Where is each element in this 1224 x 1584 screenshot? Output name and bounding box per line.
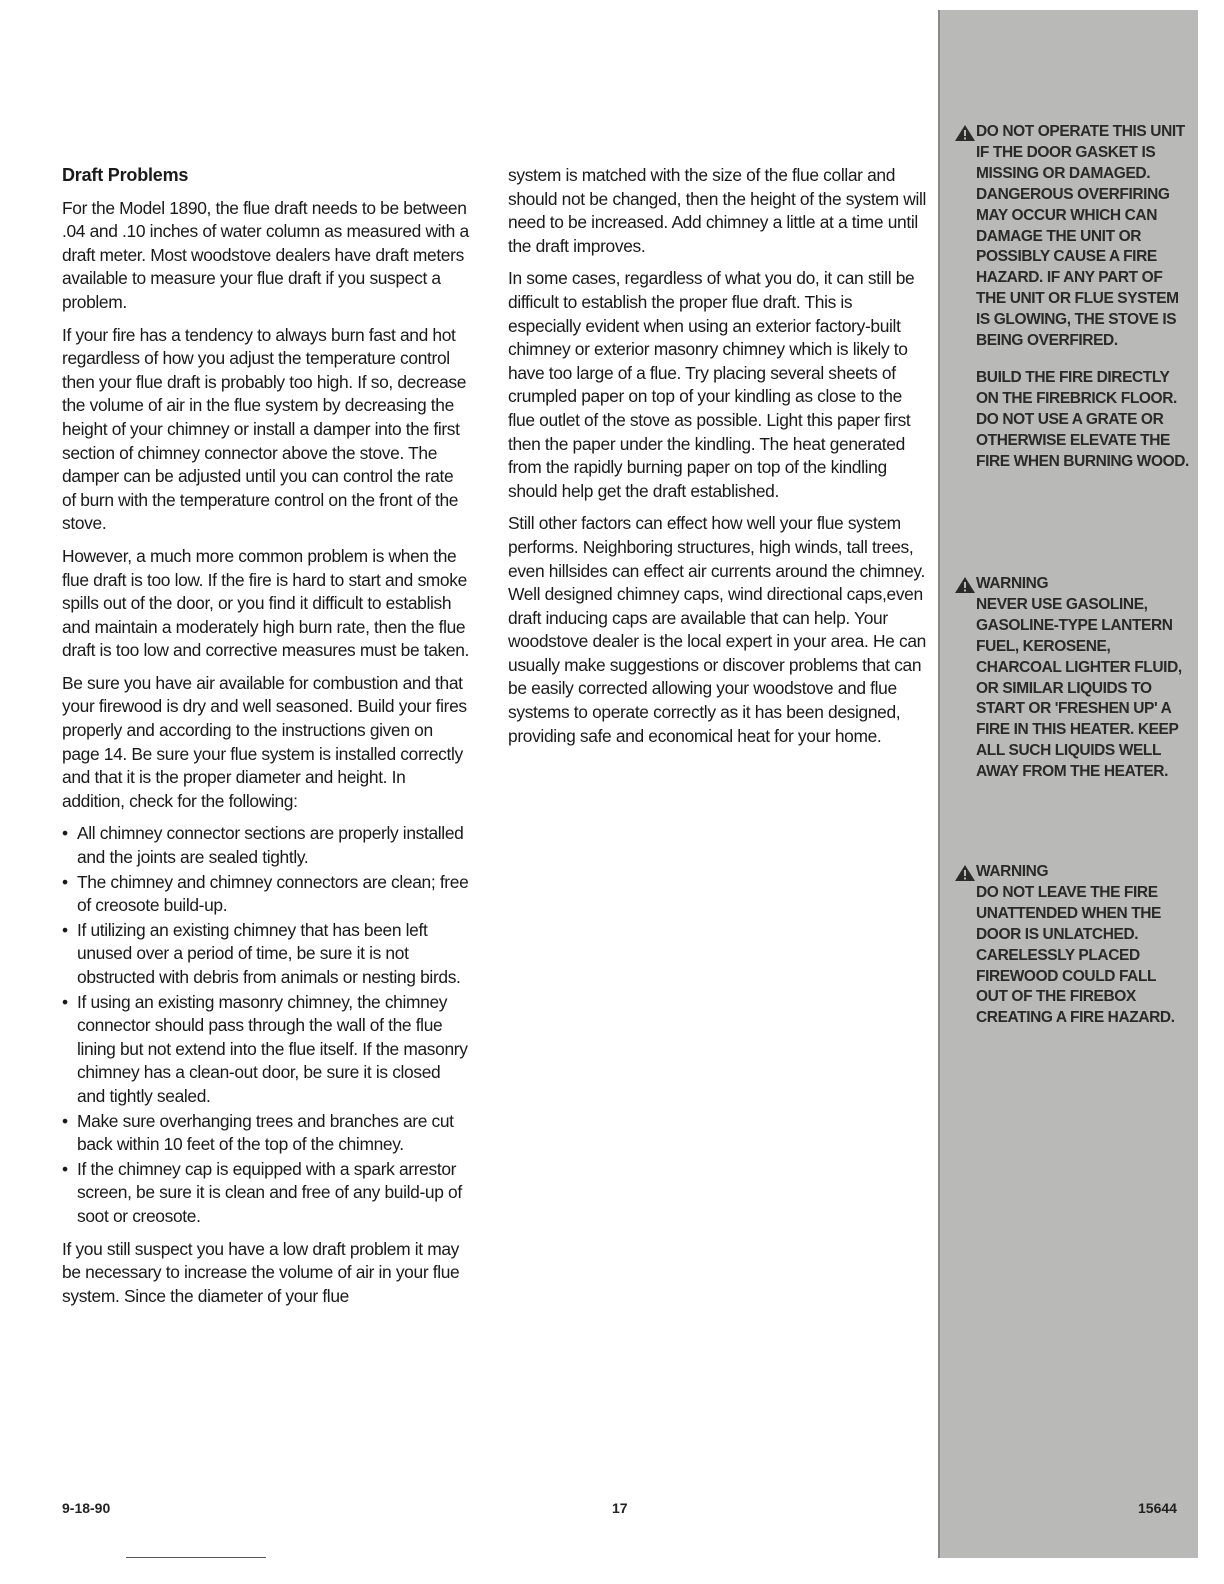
warning-block-gasket	[954, 122, 1190, 473]
middle-column	[508, 164, 926, 757]
warning-text: DO NOT OPERATE THIS UNIT IF THE DOOR GASKET IS MISSING OR DAMAGED. DANGEROUS OVERFIRING MAY OCCUR WHICH CAN DAMAGE THE UNIT OR POSSIBLY CAUSE A FIRE HAZARD. IF ANY PART OF THE UNIT OR FLUE SYSTEM IS GLOWING, THE STOVE IS BEING OVERFIRED.	[976, 123, 1185, 350]
footer-date: 9-18-90	[62, 1500, 111, 1516]
warning-sidebar	[938, 10, 1198, 1558]
warning-block-fuel	[954, 574, 1190, 783]
list-item: • The chimney and chimney connectors are clean; free of creosote build-up.	[62, 871, 470, 918]
paragraph: In some cases, regardless of what you do, it can still be difficult to establish the proper flue draft. This is especially evident when using an exterior factory-built chimney or exterior masonry chimney which is likely to have too large of a flue. Try placing several sheets of crumpled paper on top of your kindling as close to the flue outlet of the stove as possible. Light this paper first then the paper under the kindling. The heat generated from the rapidly burning paper on top of the kindling should help get the draft established.	[508, 268, 915, 501]
warning-triangle-icon	[954, 124, 976, 142]
checklist	[62, 822, 470, 1228]
warning-title: WARNING	[976, 863, 1049, 880]
list-item: • If the chimney cap is equipped with a spark arrestor screen, be sure it is clean and free of any build-up of soot or creosote.	[62, 1158, 470, 1229]
paragraph: However, a much more common problem is when the flue draft is too low. If the fire is hard to start and smoke spills out of the door, or you find it difficult to establish and maintain a moderately high burn rate, then the flue draft is too low and corrective measures must be taken.	[62, 545, 470, 661]
warning-triangle-icon	[954, 576, 976, 594]
paragraph: Still other factors can effect how well your flue system performs. Neighboring structures, high winds, tall trees, even hillsides can effect air currents around the chimney. Well designed chimney caps, wind directional caps,even draft inducing caps are available that can help. Your woodstove dealer is the local expert in your area. He can usually make suggestions or discover problems that can be easily corrected allowing your woodstove and flue systems to operate correctly as it has been designed, providing safe and economical heat for your home.	[508, 513, 926, 746]
document-code: 15644	[1138, 1500, 1177, 1516]
warning-text: DO NOT LEAVE THE FIRE UNATTENDED WHEN THE DOOR IS UNLATCHED. CARELESSLY PLACED FIREWOOD COULD FALL OUT OF THE FIREBOX CREATING A FIRE HAZARD.	[976, 883, 1175, 1027]
paragraph: system is matched with the size of the flue collar and should not be changed, then the height of the system will need to be increased. Add chimney a little at a time until the draft improves.	[508, 165, 927, 256]
warning-triangle-icon	[954, 864, 976, 882]
paragraph: For the Model 1890, the flue draft needs to be between .04 and .10 inches of water column as measured with a draft meter. Most woodstove dealers have draft meters available to measure your flue draft if you suspect a problem.	[62, 197, 469, 312]
warning-block-unattended	[954, 862, 1190, 1029]
list-item: • Make sure overhanging trees and branches are cut back within 10 feet of the top of the chimney.	[62, 1110, 470, 1157]
list-item: • If utilizing an existing chimney that has been left unused over a period of time, be sure it is not obstructed with debris from animals or nesting birds.	[62, 919, 470, 990]
section-heading: Draft Problems	[62, 165, 189, 185]
bottom-rule-divider	[126, 1557, 266, 1558]
list-item: • All chimney connector sections are properly installed and the joints are sealed tightly.	[62, 822, 470, 869]
paragraph: If you still suspect you have a low draft problem it may be necessary to increase the volume of air in your flue system. Since the diameter of your flue	[62, 1238, 460, 1306]
paragraph: Be sure you have air available for combustion and that your firewood is dry and well seasoned. Build your fires properly and according to the instructions given on page 14. Be sure your flue system is installed correctly and that it is the proper diameter and height. In addition, check for the following:	[62, 672, 467, 811]
warning-text: NEVER USE GASOLINE, GASOLINE-TYPE LANTERN FUEL, KEROSENE, CHARCOAL LIGHTER FLUID, OR SIMILAR LIQUIDS TO START OR 'FRESHEN UP' A FIRE IN THIS HEATER. KEEP ALL SUCH LIQUIDS WELL AWAY FROM THE HEATER.	[976, 595, 1182, 781]
warning-title: WARNING	[976, 575, 1049, 592]
page-number: 17	[612, 1500, 628, 1516]
left-column	[62, 164, 470, 1317]
paragraph: If your fire has a tendency to always burn fast and hot regardless of how you adjust the temperature control then your flue draft is probably too high. If so, decrease the volume of air in the flue system by decreasing the height of your chimney or install a damper into the first section of chimney connector above the stove. The damper can be adjusted until you can control the rate of burn with the temperature control on the front of the stove.	[62, 324, 467, 534]
list-item: • If using an existing masonry chimney, the chimney connector should pass through the wall of the flue lining but not extend into the flue itself. If the masonry chimney has a clean-out door, be sure it is closed and tightly sealed.	[62, 991, 470, 1109]
warning-text: BUILD THE FIRE DIRECTLY ON THE FIREBRICK FLOOR. DO NOT USE A GRATE OR OTHERWISE ELEVATE THE FIRE WHEN BURNING WOOD.	[976, 368, 1189, 470]
